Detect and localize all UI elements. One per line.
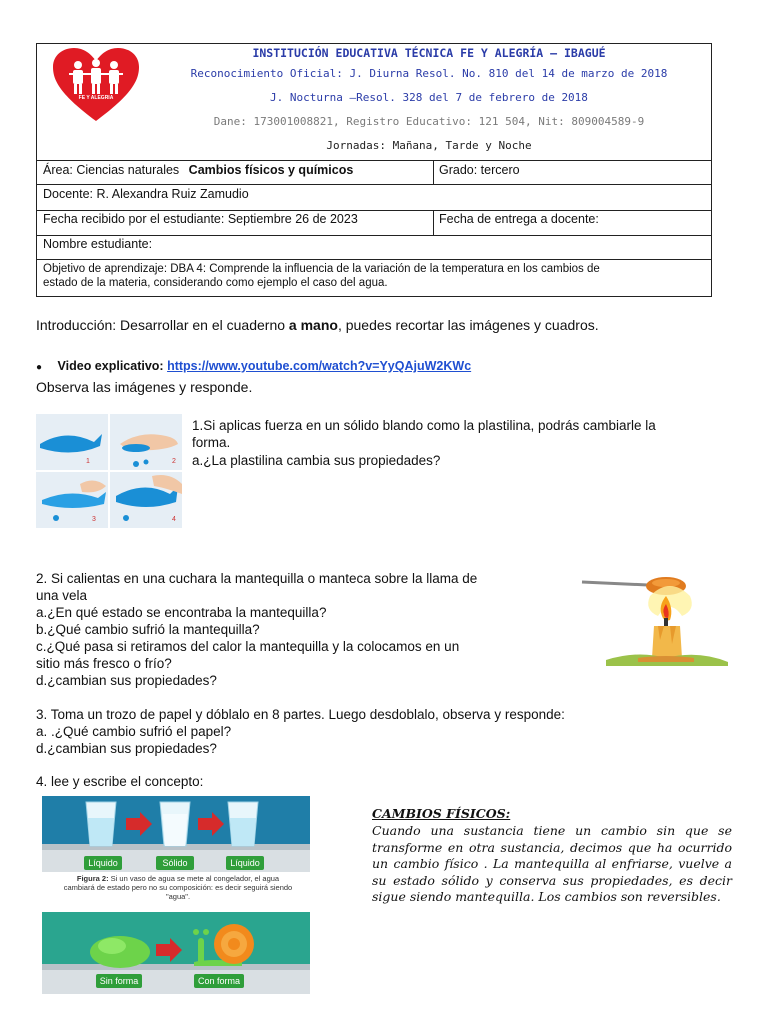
q2-line-1: 2. Si calientas en una cuchara la mantequilla o manteca sobre la llama de [36,571,478,586]
header-line-3: Dane: 173001008821, Registro Educativo: 121 504, Nit: 809004589-9 [213,115,645,128]
observa-text: Observa las imágenes y responde. [36,379,253,395]
label-liquido-2: Líquido [226,856,264,870]
q2-a: a.¿En qué estado se encontraba la mantequilla? [36,605,327,620]
label-sin-forma: Sin forma [96,974,142,988]
intro-text: Introducción: Desarrollar en el cuaderno a mano, puedes recortar las imágenes y cuadros. [36,317,599,333]
video-link[interactable]: https://www.youtube.com/watch?v=YyQAjuW2KWc [167,359,472,373]
logo-text: FE Y ALEGRIA [78,95,114,101]
candle-spoon-icon [578,570,732,672]
q4-line-1: 4. lee y escribe el concepto: [36,774,204,789]
fecha-recibido-cell: Fecha recibido por el estudiante: Septiembre 26 de 2023 [43,212,358,226]
concept-text: Cuando una sustancia tiene un cambio sin que se transforme en otra sustancia, decimos que ha ocurrido un cambio físico . La mantequilla al enfriarse, vuelve a su estado sólido y conserva sus propiedades, es decir sigue siendo mantequilla. Los cambios son reversibles. [372,823,732,904]
label-liquido-1: Líquido [84,856,122,870]
plastilina-image [36,414,182,528]
plastilina-shark-icon [36,414,182,528]
area-cell [43,163,353,177]
area-topic: Cambios físicos y químicos [188,163,354,177]
institution-title: INSTITUCIÓN EDUCATIVA TÉCNICA FE Y ALEGRÍA – IBAGUÉ [252,46,606,60]
q3-line-1: 3. Toma un trozo de papel y dóblalo en 8 partes. Luego desdoblalo, observa y responde: [36,707,565,722]
q2-line-2: una vela [36,588,88,603]
img-number-1: 1 [86,458,90,465]
heart-logo-icon [51,47,141,123]
q3-d: d.¿cambian sus propiedades? [36,741,217,756]
label-solido: Sólido [156,856,194,870]
grado-cell: Grado: tercero [439,163,520,177]
q1-line-3: a.¿La plastilina cambia sus propiedades? [192,453,441,468]
q2-c1: c.¿Qué pasa si retiramos del calor la mantequilla y la colocamos en un [36,639,460,654]
img-number-4: 4 [172,516,176,523]
label-con-forma: Con forma [194,974,244,988]
img-number-2: 2 [172,458,176,465]
area-label: Área: Ciencias naturales [43,163,180,177]
fecha-entrega-cell: Fecha de entrega a docente: [439,212,599,226]
objetivo-line-1: Objetivo de aprendizaje: DBA 4: Comprende la influencia de la variación de la temperatura en los cambios de [43,263,600,275]
concept-title: CAMBIOS FÍSICOS: [372,806,511,821]
q3-a: a. .¿Qué cambio sufrió el papel? [36,724,232,739]
states-figure [42,796,310,994]
img-number-3: 3 [92,516,96,523]
objetivo-line-2: estado de la materia, considerando como ejemplo el caso del agua. [43,277,388,289]
figure-caption: Figura 2: Si un vaso de agua se mete al congelador, el agua cambiará de estado pero no su composición: es decir seguirá siendo "agua". [63,874,293,901]
docente-cell: Docente: R. Alexandra Ruiz Zamudio [43,187,249,201]
clay-snail-icon [42,912,310,994]
video-label: Video explicativo: [57,359,168,373]
header-line-1: Reconocimiento Oficial: J. Diurna Resol. No. 810 del 14 de marzo de 2018 [190,67,668,80]
q2-b: b.¿Qué cambio sufrió la mantequilla? [36,622,260,637]
nombre-cell: Nombre estudiante: [43,237,153,251]
q1-line-1: 1.Si aplicas fuerza en un sólido blando como la plastilina, podrás cambiarle la [192,418,656,433]
logo [51,47,141,123]
q2-c2: sitio más fresco o frío? [36,656,172,671]
clay-panel [42,912,310,994]
header-line-4: Jornadas: Mañana, Tarde y Noche [326,139,532,152]
bullet-icon: ● [36,362,43,373]
q2-d: d.¿cambian sus propiedades? [36,673,217,688]
video-line [36,359,471,373]
candle-image [578,570,732,672]
q1-line-2: forma. [192,435,231,450]
header-table [36,43,712,297]
header-line-2: J. Nocturna –Resol. 328 del 7 de febrero de 2018 [270,91,588,104]
